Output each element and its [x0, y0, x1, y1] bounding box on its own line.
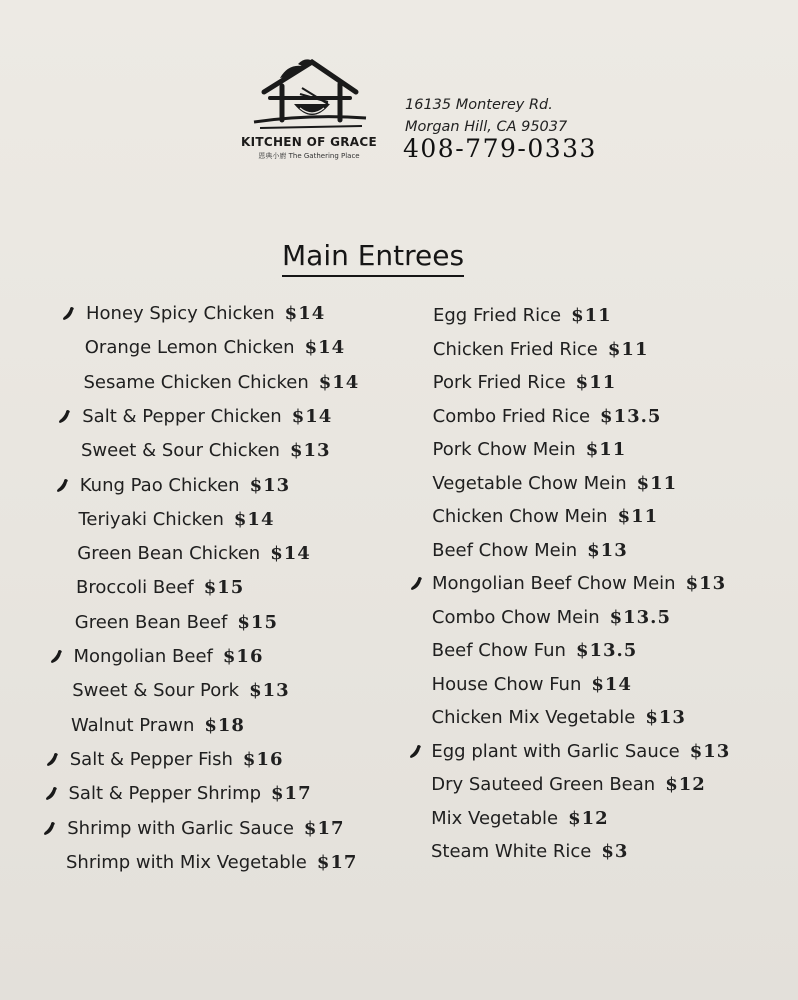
address-line-1: 16135 Monterey Rd. [405, 97, 553, 113]
menu-item-name: Mix Vegetable [431, 807, 559, 829]
menu-item [81, 440, 331, 461]
chili-pepper-icon [45, 786, 58, 801]
menu-item [82, 406, 332, 427]
menu-item [432, 707, 686, 728]
restaurant-logo [228, 58, 388, 168]
address-block [405, 94, 567, 138]
menu-item-name: Salt & Pepper Shrimp [68, 783, 262, 805]
menu-item-name: Mongolian Beef [73, 646, 213, 667]
menu-item-price: $13.5 [609, 606, 671, 628]
menu-item-price: $13 [249, 474, 291, 496]
menu-item-name: Combo Fried Rice [432, 405, 591, 427]
house-bowl-icon [250, 58, 368, 134]
menu-item-name: Kung Pao Chicken [79, 474, 240, 496]
menu-item [432, 674, 632, 695]
menu-item-price: $13 [685, 573, 727, 594]
menu-item [433, 339, 649, 360]
menu-item-price: $13 [289, 440, 331, 462]
menu-item-price: $12 [665, 774, 706, 795]
menu-item [433, 439, 627, 460]
menu-item [433, 305, 612, 326]
menu-item-price: $18 [204, 714, 245, 736]
menu-item [79, 509, 275, 530]
menu-item [71, 715, 245, 736]
menu-item [80, 475, 290, 496]
menu-item [431, 774, 706, 795]
menu-item-price: $11 [617, 506, 659, 527]
menu-item-name: Salt & Pepper Chicken [82, 405, 282, 427]
menu-item-price: $17 [303, 817, 345, 839]
menu-item-name: Shrimp with Mix Vegetable [66, 851, 307, 873]
menu-item-price: $11 [607, 338, 649, 360]
address-line-2: Morgan Hill, CA 95037 [405, 119, 568, 135]
menu-item-price: $12 [568, 807, 609, 829]
chili-pepper-icon [409, 744, 422, 759]
menu-item-name: Sweet & Sour Pork [72, 680, 240, 702]
menu-item [432, 640, 638, 661]
menu-item [70, 749, 284, 770]
menu-item [431, 841, 628, 862]
phone-number: 408-779-0333 [403, 134, 597, 163]
chili-pepper-icon [410, 576, 423, 591]
menu-item-price: $15 [203, 577, 245, 599]
menu-item-name: Orange Lemon Chicken [84, 337, 295, 359]
menu-item-price: $17 [271, 783, 312, 805]
menu-item-name: Green Bean Chicken [77, 543, 261, 565]
menu-item [85, 337, 345, 358]
menu-item [432, 540, 628, 561]
menu-item-price: $13.5 [600, 405, 662, 427]
menu-item-name: Pork Chow Mein [432, 439, 576, 460]
menu-item-name: Chicken Fried Rice [432, 338, 598, 360]
menu-item-price: $13 [587, 539, 628, 561]
menu-item-price: $3 [601, 841, 629, 862]
menu-item-price: $13.5 [575, 640, 638, 661]
menu-item-price: $13 [645, 707, 686, 728]
menu-item-name: Shrimp with Garlic Sauce [67, 817, 294, 839]
menu-item-name: Egg Fried Rice [433, 305, 562, 326]
page-title: Main Entrees [282, 238, 464, 277]
menu-item-name: Pork Fried Rice [432, 372, 566, 393]
menu-item [432, 573, 726, 594]
chili-pepper-icon [62, 306, 75, 321]
menu-item-price: $14 [284, 303, 326, 324]
menu-item [432, 473, 677, 494]
menu-item-name: Green Bean Beef [74, 611, 228, 633]
chili-pepper-icon [58, 409, 71, 424]
menu-item-price: $11 [571, 305, 612, 326]
menu-item-name: Walnut Prawn [71, 714, 195, 736]
menu-item [69, 783, 312, 804]
menu-item [433, 406, 662, 427]
menu-item-name: Broccoli Beef [76, 577, 194, 599]
menu-item [433, 372, 617, 393]
chili-pepper-icon [50, 649, 63, 664]
menu-item-price: $11 [575, 372, 617, 393]
menu-item [431, 741, 730, 762]
menu-item [431, 808, 609, 829]
menu-item-name: Beef Chow Mein [432, 539, 578, 561]
menu-item-price: $17 [316, 851, 358, 873]
menu-item-name: Vegetable Chow Mein [432, 472, 627, 494]
logo-tagline-text: The Gathering Place [288, 152, 360, 160]
menu-item [74, 646, 264, 667]
menu-item-price: $16 [222, 646, 264, 667]
menu-item-price: $14 [233, 508, 275, 530]
menu-item-name: Egg plant with Garlic Sauce [431, 740, 680, 762]
menu-item-price: $14 [591, 673, 632, 695]
menu-item-price: $14 [318, 371, 360, 393]
menu-item-price: $14 [304, 337, 346, 359]
menu-item-name: Combo Chow Mein [431, 606, 600, 628]
menu-item-price: $14 [270, 543, 311, 565]
chili-pepper-icon [46, 752, 59, 767]
menu-item-name: House Chow Fun [431, 673, 582, 695]
menu-item [432, 506, 658, 527]
menu-item [86, 303, 325, 324]
chili-pepper-icon [56, 478, 69, 493]
menu-item-name: Steam White Rice [431, 841, 592, 862]
chili-pepper-icon [43, 821, 56, 836]
menu-item-price: $14 [291, 405, 333, 427]
logo-tagline [234, 151, 384, 161]
menu-item-name: Sweet & Sour Chicken [81, 440, 280, 462]
menu-item-name: Dry Sauteed Green Bean [431, 774, 656, 795]
menu-item [77, 543, 311, 564]
menu-item-price: $11 [585, 439, 627, 460]
menu-item [432, 607, 671, 628]
menu-item-name: Sesame Chicken Chicken [83, 371, 309, 393]
menu-item [67, 818, 344, 839]
menu-item [76, 577, 244, 598]
menu-item-price: $13 [689, 740, 731, 762]
menu-item [72, 680, 289, 701]
menu-item-name: Chicken Chow Mein [432, 506, 608, 527]
menu-item-price: $11 [636, 472, 678, 494]
menu-item-name: Honey Spicy Chicken [86, 303, 275, 324]
menu-item-price: $13 [249, 680, 290, 702]
menu-item-name: Mongolian Beef Chow Mein [432, 573, 676, 594]
menu-item-name: Chicken Mix Vegetable [431, 707, 636, 728]
logo-chinese: 恩典小廚 [258, 152, 287, 160]
menu-item [75, 612, 278, 633]
logo-name: KITCHEN OF GRACE [241, 135, 377, 149]
menu-item-name: Salt & Pepper Fish [69, 748, 233, 770]
menu-item [66, 852, 357, 873]
menu-item-price: $16 [242, 748, 284, 770]
menu-item-name: Teriyaki Chicken [78, 508, 224, 530]
menu-item [84, 372, 360, 393]
menu-item-price: $15 [237, 611, 278, 633]
menu-item-name: Beef Chow Fun [431, 640, 566, 661]
